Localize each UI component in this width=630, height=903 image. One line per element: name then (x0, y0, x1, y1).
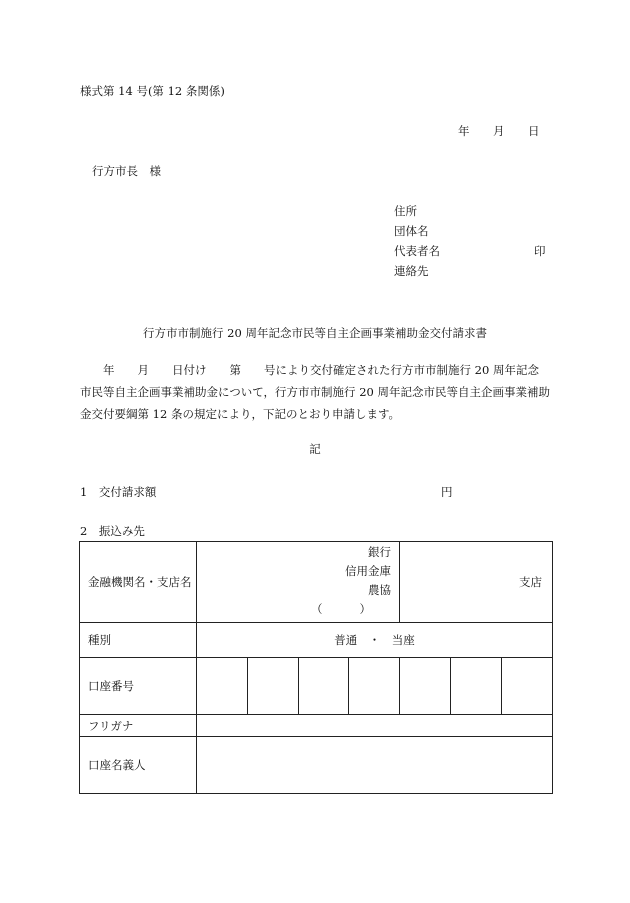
date-day: 日 (528, 124, 540, 138)
furigana-value (197, 715, 553, 737)
yen-unit: 円 (441, 485, 453, 499)
sender-address-label: 住所 (394, 204, 417, 218)
form-number: 様式第 14 号(第 12 条関係) (80, 84, 225, 98)
date-month: 月 (493, 124, 505, 138)
bank-account-table (79, 541, 553, 794)
inst-type-shinkin: 信用金庫 (345, 564, 391, 578)
account-number-label: 口座番号 (80, 658, 197, 715)
inst-type-nokyo: 農協 (368, 583, 391, 597)
addressee: 行方市長 様 (92, 164, 161, 178)
statement-line: 市民等自主企画事業補助金について，行方市市制施行 20 周年記念市民等自主企画事業補助 (80, 385, 550, 399)
date-line (458, 126, 540, 138)
account-digit-cell (349, 658, 400, 715)
transfer-destination-label: 2 振込み先 (80, 524, 145, 538)
inst-type-other (311, 604, 371, 616)
kind-row (80, 623, 553, 658)
ki-heading: 記 (309, 442, 321, 456)
institution-type-cell (197, 542, 400, 623)
account-digit-cell (451, 658, 502, 715)
sender-group-label: 団体名 (394, 224, 429, 238)
inst-type-bank: 銀行 (368, 545, 391, 559)
paren-open: （ (311, 602, 323, 616)
document-title: 行方市市制施行 20 周年記念市民等自主企画事業補助金交付請求書 (143, 326, 487, 340)
seal-mark: 印 (534, 244, 546, 258)
account-holder-value (197, 737, 553, 794)
date-year: 年 (458, 124, 470, 138)
account-digit-cell (197, 658, 248, 715)
sender-contact-label: 連絡先 (394, 264, 429, 278)
branch-cell: 支店 (400, 542, 553, 623)
account-number-row (80, 658, 553, 715)
account-holder-label: 口座名義人 (80, 737, 197, 794)
holder-row (80, 737, 553, 794)
account-digit-cell (400, 658, 451, 715)
institution-row (80, 542, 553, 623)
paren-close: ） (359, 602, 371, 616)
account-digit-cell (248, 658, 299, 715)
request-amount-label: 1 交付請求額 (80, 485, 157, 499)
account-digit-cell (502, 658, 553, 715)
kind-options: 普通 ・ 当座 (197, 623, 553, 658)
kind-label: 種別 (80, 623, 197, 658)
furigana-label: フリガナ (80, 715, 197, 737)
statement-line: 金交付要綱第 12 条の規定により，下記のとおり申請します。 (80, 407, 401, 421)
account-digit-cell (299, 658, 349, 715)
institution-label: 金融機関名・支店名 (80, 542, 197, 623)
sender-representative-label: 代表者名 (394, 244, 440, 258)
furigana-row (80, 715, 553, 737)
request-statement (80, 359, 552, 425)
statement-line: 年 月 日付け 第 号により交付確定された行方市市制施行 20 周年記念 (80, 363, 539, 377)
